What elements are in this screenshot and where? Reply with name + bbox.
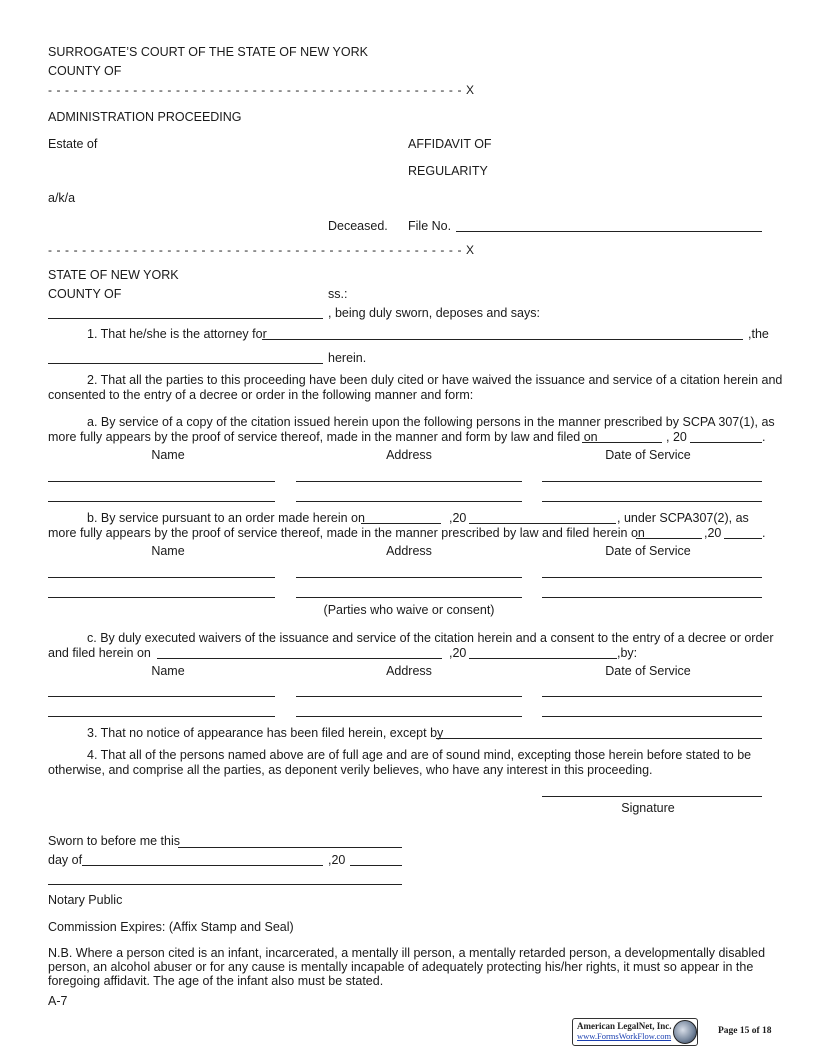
para-c-year-line[interactable] — [469, 658, 617, 659]
para-b-order-date-line[interactable] — [361, 523, 441, 524]
col-date-c: Date of Service — [605, 664, 691, 678]
para-b-period: . — [762, 526, 766, 540]
para-b-year2-line[interactable] — [724, 538, 762, 539]
para-a-line1: a. By service of a copy of the citation issued herein upon the following persons in the manner prescribed by SCPA 307(1), as — [87, 415, 775, 429]
date-line-b1[interactable] — [542, 577, 762, 578]
para-b-pre: b. By service pursuant to an order made herein on — [87, 511, 365, 525]
note-line1: N.B. Where a person cited is an infant, incarcerated, a mentally ill person, a mentally retarded person, a developmentally disabled — [48, 946, 766, 960]
para-b-year-prefix: ,20 — [449, 511, 467, 525]
address-line-c1[interactable] — [296, 696, 522, 697]
col-name-c: Name — [151, 664, 185, 678]
commission-expires-label: Commission Expires: (Affix Stamp and Seal) — [48, 920, 294, 934]
jurat-year-line[interactable] — [350, 865, 402, 866]
para1-herein: herein. — [328, 351, 367, 365]
day-of-month-line[interactable] — [82, 865, 323, 866]
para-a-year-prefix: , 20 — [666, 430, 687, 444]
deceased-label: Deceased. — [328, 219, 388, 233]
estate-of-label: Estate of — [48, 137, 98, 151]
para-a-filed-date-line[interactable] — [582, 442, 662, 443]
name-line-b1[interactable] — [48, 577, 275, 578]
county-label: COUNTY OF — [48, 64, 122, 78]
signature-line[interactable] — [542, 796, 762, 797]
col-date-b: Date of Service — [605, 544, 691, 558]
col-date-a: Date of Service — [605, 448, 691, 462]
sworn-day-line[interactable] — [178, 847, 402, 848]
para4-line1: 4. That all of the persons named above are of full age and are of sound mind, excepting those herein before stated to be — [87, 748, 752, 762]
notary-signature-line[interactable] — [48, 884, 402, 885]
document-title-line2: REGULARITY — [408, 164, 488, 178]
waive-heading: (Parties who waive or consent) — [323, 603, 495, 617]
address-line-c2[interactable] — [296, 716, 522, 717]
aka-label: a/k/a — [48, 191, 76, 205]
para-a-line2: more fully appears by the proof of service thereof, made in the manner and form by law and filed on — [48, 430, 598, 444]
address-line-b2[interactable] — [296, 597, 522, 598]
file-no-label: File No. — [408, 219, 452, 233]
para-a-period: . — [762, 430, 766, 444]
para-b-year2-prefix: ,20 — [704, 526, 722, 540]
para2-line2: consented to the entry of a decree or order in the following manner and form: — [48, 388, 474, 402]
para-c-line2: and filed herein on — [48, 646, 151, 660]
para2-line1: 2. That all the parties to this proceeding have been duly cited or have waived the issuance and service of a citation herein and — [87, 373, 783, 387]
publisher-name: American LegalNet, Inc. — [577, 1021, 672, 1031]
document-title-line1: AFFIDAVIT OF — [408, 137, 492, 151]
deponent-name-line[interactable] — [48, 318, 323, 319]
col-address-a: Address — [386, 448, 432, 462]
para-b-filed-date-line[interactable] — [636, 538, 702, 539]
para-b-line2: more fully appears by the proof of service thereof, made in the manner prescribed by law and filed herein on — [48, 526, 645, 540]
para-c-by: ,by: — [617, 646, 638, 660]
date-line-b2[interactable] — [542, 597, 762, 598]
para1-the: ,the — [748, 327, 769, 341]
para-c-line1: c. By duly executed waivers of the issuance and service of the citation herein and a consent to the entry of a decree or order — [87, 631, 774, 645]
para-c-year-prefix: ,20 — [449, 646, 467, 660]
notary-public-label: Notary Public — [48, 893, 123, 907]
address-line-a1[interactable] — [296, 481, 522, 482]
day-of-label: day of — [48, 853, 83, 867]
col-address-c: Address — [386, 664, 432, 678]
name-line-c1[interactable] — [48, 696, 275, 697]
sworn-text: , being duly sworn, deposes and says: — [328, 306, 540, 320]
note-line2: person, an alcohol abuser or for any cause is mentally incapable of adequately protecting his/her rights, it must so appear in the — [48, 960, 754, 974]
para-b-post: , under SCPA307(2), as — [617, 511, 749, 525]
caption-separator-top: - - - - - - - - - - - - - - - - - - - - - - - - - - - - - - - - - - - - - - - - - - - - - - - - - X — [48, 83, 475, 97]
para3-text: 3. That no notice of appearance has been filed herein, except by — [87, 726, 444, 740]
publisher-url-link[interactable]: www.FormsWorkFlow.com — [577, 1031, 672, 1041]
name-line-a2[interactable] — [48, 501, 275, 502]
attorney-for-line[interactable] — [262, 339, 743, 340]
para-b-year-line[interactable] — [469, 523, 616, 524]
name-line-b2[interactable] — [48, 597, 275, 598]
date-line-c1[interactable] — [542, 696, 762, 697]
date-line-a1[interactable] — [542, 481, 762, 482]
para4-line2: otherwise, and comprise all the parties, as deponent verily believes, who have any interest in this proceeding. — [48, 763, 653, 777]
file-no-line[interactable] — [456, 231, 762, 232]
signature-label: Signature — [621, 801, 675, 815]
address-line-a2[interactable] — [296, 501, 522, 502]
col-name-a: Name — [151, 448, 185, 462]
venue-county: COUNTY OF — [48, 287, 122, 301]
sworn-before-label: Sworn to before me this — [48, 834, 181, 848]
party-role-line[interactable] — [48, 363, 323, 364]
publisher-badge[interactable] — [572, 1018, 698, 1046]
para-c-filed-date-line[interactable] — [157, 658, 442, 659]
address-line-b1[interactable] — [296, 577, 522, 578]
name-line-c2[interactable] — [48, 716, 275, 717]
caption-separator-bottom: - - - - - - - - - - - - - - - - - - - - - - - - - - - - - - - - - - - - - - - - - - - - - - - - - X — [48, 243, 475, 257]
date-line-a2[interactable] — [542, 501, 762, 502]
court-name: SURROGATE’S COURT OF THE STATE OF NEW YORK — [48, 45, 368, 59]
globe-icon — [673, 1020, 697, 1044]
proceeding-type: ADMINISTRATION PROCEEDING — [48, 110, 242, 124]
para-a-year-line[interactable] — [690, 442, 762, 443]
ss-label: ss.: — [328, 287, 348, 301]
col-name-b: Name — [151, 544, 185, 558]
appearance-except-line[interactable] — [436, 738, 762, 739]
date-line-c2[interactable] — [542, 716, 762, 717]
form-code: A-7 — [48, 994, 68, 1008]
note-line3: foregoing affidavit. The age of the infant also must be stated. — [48, 974, 384, 988]
col-address-b: Address — [386, 544, 432, 558]
para1-text: 1. That he/she is the attorney for — [87, 327, 267, 341]
name-line-a1[interactable] — [48, 481, 275, 482]
jurat-year-prefix: ,20 — [328, 853, 346, 867]
page-number: Page 15 of 18 — [718, 1026, 772, 1036]
venue-state: STATE OF NEW YORK — [48, 268, 179, 282]
